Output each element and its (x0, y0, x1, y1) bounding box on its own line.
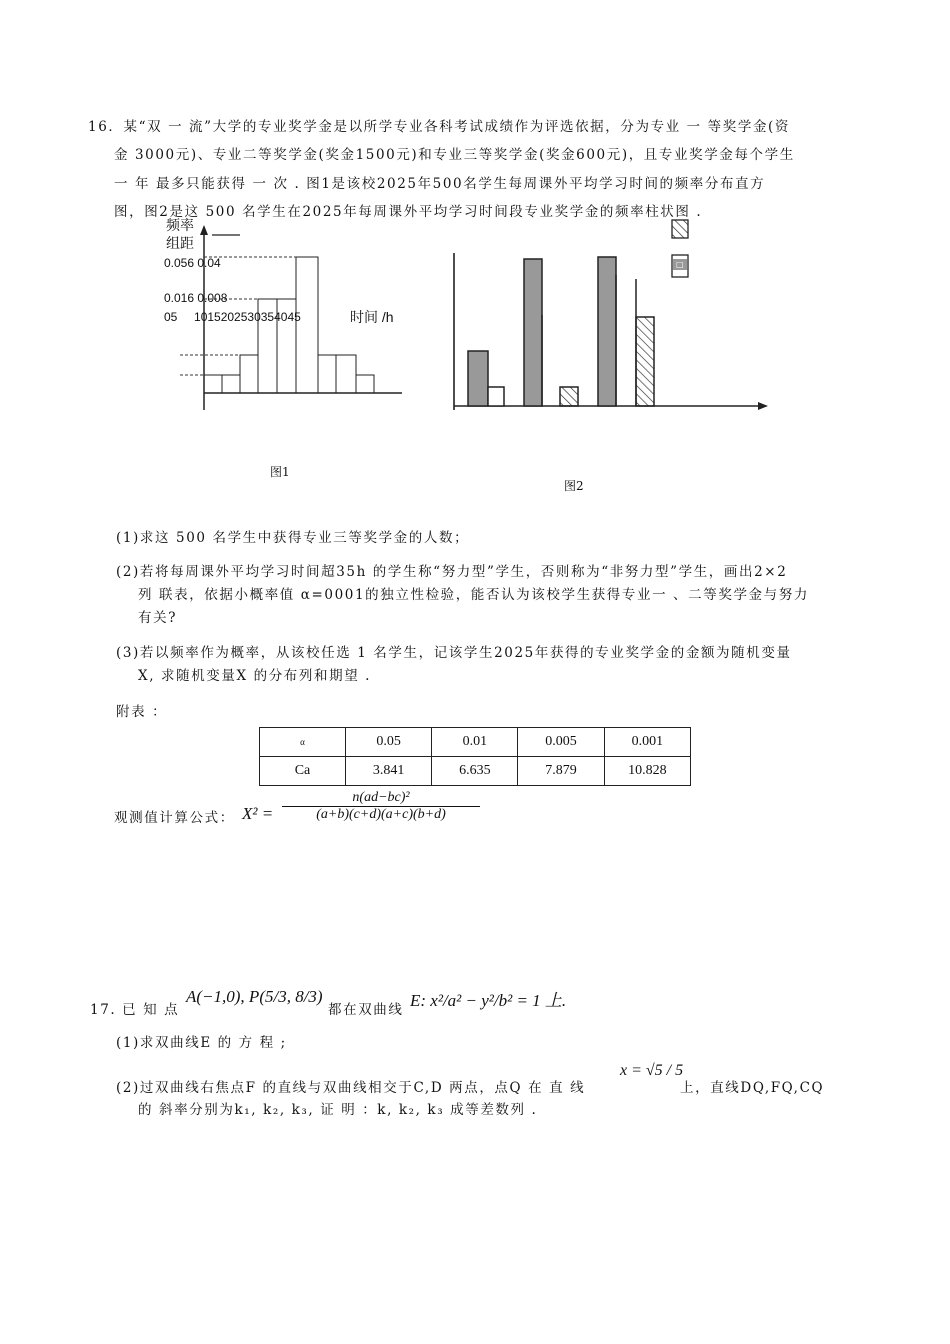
fig1-tick-row2: 0.016 0.008 (164, 291, 228, 305)
table-row (260, 757, 691, 786)
q16-sub3-line1: (3)若以频率作为概率，从该校任选 1 名学生，记该学生2025年获得的专业奖学金的金额为随机变量 (116, 645, 792, 661)
table-cell: 7.879 (518, 757, 604, 786)
formula-fraction (282, 790, 480, 823)
fig1-caption: 图1 (270, 465, 290, 479)
q17-sub2-line1: (2)过双曲线右焦点F 的直线与双曲线相交于C,D 两点，点Q 在 直 线 (116, 1080, 586, 1096)
q16-line2: 金 3000元)、专业二等奖学金(奖金1500元)和专业三等奖学金(奖金600元)，且专业奖学金每个学生 (114, 147, 795, 163)
table-cell: 0.005 (518, 728, 604, 757)
fig1-bar (204, 375, 222, 393)
formula-label: 观测值计算公式： (114, 810, 235, 826)
figure-1-histogram (160, 215, 420, 420)
q16-sub2-line2: 列 联表，依据小概率值 α=0001的独立性检验，能否认为该校学生获得专业一 、二等奖学金与努力 (138, 587, 809, 603)
table-cell: Ca (260, 757, 346, 786)
fig2-x-arrow-icon (758, 402, 768, 410)
fig1-bar (222, 375, 240, 393)
fig2-bar-white (488, 387, 504, 406)
q17-points: A(−1,0), P(5/3, 8/3) (186, 987, 323, 1006)
q17-mid: 都在双曲线 (328, 1002, 404, 1018)
fig2-legend-hatched (672, 220, 688, 238)
table-row (260, 728, 691, 757)
formula-denominator: (a+b)(c+d)(a+c)(b+d) (316, 807, 446, 822)
fig2-legend-glyph: □ (676, 260, 684, 269)
fig2-bar-hatched (560, 387, 578, 406)
fig1-bar (240, 355, 258, 393)
fig1-bar (318, 355, 336, 393)
fig2-bar-hatched (636, 317, 654, 406)
table-cell: α (260, 728, 346, 757)
fig1-ylabel-top: 频率 (166, 218, 194, 234)
table-cell: 10.828 (604, 757, 690, 786)
fig2-bar-gray (598, 257, 616, 406)
fig1-xlabel: 时间 /h (350, 309, 394, 325)
fig1-ylabel-bottom: 组距 (166, 236, 194, 252)
table-cell: 6.635 (432, 757, 518, 786)
q16-line1: 16．某“双 一 流”大学的专业奖学金是以所学专业各科考试成绩作为评选依据，分为专业 一 等奖学金(资 (88, 119, 791, 135)
figure-2-bar-chart (440, 215, 780, 430)
table-title: 附表 ： (116, 704, 168, 720)
figure-2-svg (440, 215, 780, 430)
critical-value-table (259, 727, 691, 786)
q16-line4: 图，图2是这 500 名学生在2025年每周课外平均学习时间段专业奖学金的频率柱状图 . (114, 204, 703, 220)
fig1-bar (356, 375, 374, 393)
fig2-caption: 图2 (564, 479, 584, 493)
table-cell: 0.01 (432, 728, 518, 757)
fig2-bar-gray (468, 351, 488, 406)
table-cell: 0.05 (345, 728, 431, 757)
q16-line3: 一 年 最多只能获得 一 次 . 图1是该校2025年500名学生每周课外平均学习时间的频率分布直方 (114, 176, 766, 192)
q17-curve: E: x²/a² − y²/b² = 1 上. (410, 991, 567, 1010)
fig1-bar (336, 355, 356, 393)
q17-sub2-line2: 的 斜率分别为k₁, k₂, k₃, 证 明 ：k, k₂, k₃ 成等差数列 . (138, 1102, 538, 1118)
q17-sub2-line1-end: 上，直线DQ,FQ,CQ (680, 1080, 825, 1096)
fig2-bar-gray (524, 259, 542, 406)
q16-sub2-line1: (2)若将每周课外平均学习时间超35h 的学生称“努力型”学生，否则称为“非努力型”学生，画出2×2 (116, 564, 788, 580)
fig1-tick-row3: 05 1015202530354045 (164, 310, 301, 324)
formula-lhs: X² = (242, 804, 274, 823)
q16-sub2-line3: 有关? (138, 610, 178, 626)
q17-xline: x = √5 / 5 (620, 1062, 684, 1079)
q17-prefix: 17. 已 知 点 (90, 1002, 180, 1018)
q16-sub3-line2: X, 求随机变量X 的分布列和期望 . (138, 668, 372, 684)
table-cell: 0.001 (604, 728, 690, 757)
formula-numerator: n(ad−bc)² (282, 790, 480, 807)
fig1-tick-row1: 0.056 0.04 (164, 256, 221, 270)
fig1-y-arrow-icon (200, 225, 208, 235)
table-cell: 3.841 (345, 757, 431, 786)
q17-sub1: (1)求双曲线E 的 方 程 ; (116, 1035, 287, 1051)
fig1-bar (296, 257, 318, 393)
q16-sub1: (1)求这 500 名学生中获得专业三等奖学金的人数； (116, 530, 470, 546)
